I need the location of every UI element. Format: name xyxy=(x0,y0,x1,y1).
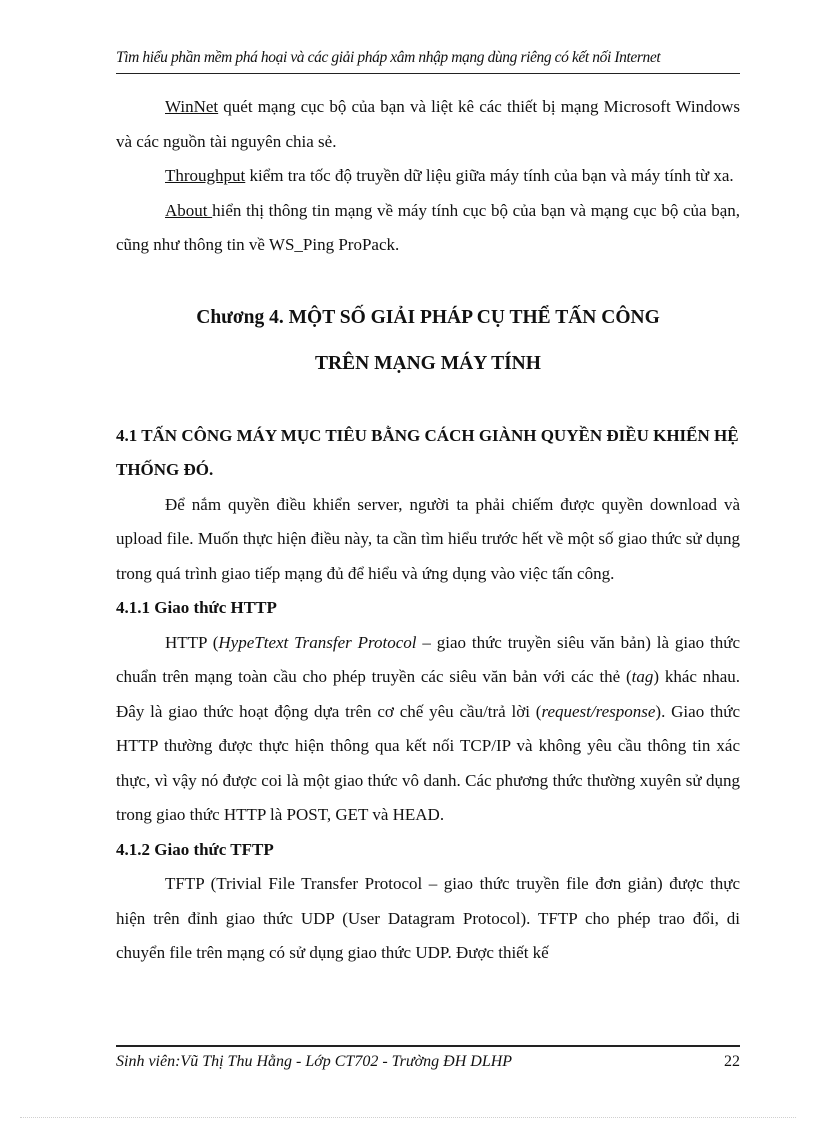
section-4-1-2-heading: 4.1.2 Giao thức TFTP xyxy=(116,839,274,859)
page-number: 22 xyxy=(724,1053,740,1070)
chapter-title-line1: Chương 4. MỘT SỐ GIẢI PHÁP CỤ THỂ TẤN CÔNG xyxy=(196,306,660,328)
footer-divider xyxy=(116,1045,740,1047)
chapter-title xyxy=(116,295,740,387)
tftp-paragraph: TFTP (Trivial File Transfer Protocol – giao thức truyền file đơn giản) được thực hiện trên đỉnh giao thức UDP (User Datagram Protocol). TFTP cho phép trao đổi, di chuyển file trên mạng có sử dụng giao thức UDP. Được thiết kế xyxy=(116,874,740,962)
page-edge-dots xyxy=(20,1117,796,1118)
http-text-1: HTTP ( xyxy=(165,632,219,652)
section-4-1-text: Để nắm quyền điều khiển server, người ta phải chiếm được quyền download và upload file. Muốn thực hiện điều này, ta cần tìm hiểu trước hết về một số giao thức sử dụng trong quá trình giao tiếp mạng đủ để hiểu và ứng dụng vào việc tấn công. xyxy=(116,494,740,583)
section-4-1-1-heading: 4.1.1 Giao thức HTTP xyxy=(116,598,277,617)
winnet-text: quét mạng cục bộ của bạn và liệt kê các thiết bị mạng Microsoft Windows và các nguồn tài nguyên chia sẻ. xyxy=(116,97,740,151)
throughput-term: Throughput xyxy=(165,166,246,185)
winnet-term: WinNet xyxy=(165,97,219,116)
section-4-1-heading: 4.1 TẤN CÔNG MÁY MỤC TIÊU BẰNG CÁCH GIÀNH QUYỀN ĐIỀU KHIỂN HỆ THỐNG ĐÓ. xyxy=(116,425,739,479)
chapter-title-line2: TRÊN MẠNG MÁY TÍNH xyxy=(315,352,541,374)
page-footer xyxy=(116,1053,740,1071)
footer-student-info: Sinh viên:Vũ Thị Thu Hằng - Lớp CT702 - Trường ĐH DLHP xyxy=(116,1053,513,1070)
http-text-2: – giao thức truyền siêu văn bản) là giao thức chuẩn trên mạng toàn cầu cho phép truyền các siêu văn bản với các thẻ ( xyxy=(116,632,741,686)
page-body xyxy=(116,90,740,971)
about-term: About xyxy=(165,200,213,220)
http-text-3: ) khác nhau. Đây là giao thức hoạt động dựa trên cơ chế yêu cầu/trả lời ( xyxy=(116,667,740,721)
winnet-paragraph xyxy=(116,90,740,159)
running-header: Tìm hiểu phần mềm phá hoại và các giải pháp xâm nhập mạng dùng riêng có kết nối Internet xyxy=(116,49,661,66)
http-italic-1: HypeTtext Transfer Protocol xyxy=(218,632,417,652)
about-paragraph xyxy=(116,194,740,263)
header-divider xyxy=(116,73,740,74)
throughput-text: kiểm tra tốc độ truyền dữ liệu giữa máy tính của bạn và máy tính từ xa. xyxy=(245,166,734,185)
http-text-4: ). Giao thức HTTP thường được thực hiện thông qua kết nối TCP/IP và không yêu cầu thông tin xác thực, vì vậy nó được coi là một giao thức vô danh. Các phương thức thường xuyên sử dụng trong giao thức HTTP là POST, GET và HEAD. xyxy=(116,701,740,824)
http-italic-2: tag xyxy=(631,667,654,686)
http-italic-3: request/response xyxy=(541,701,656,721)
throughput-paragraph xyxy=(116,159,740,194)
http-paragraph xyxy=(116,626,740,833)
about-text: hiển thị thông tin mạng về máy tính cục bộ của bạn và mạng cục bộ của bạn, cũng như thông tin về WS_Ping ProPack. xyxy=(116,200,741,254)
